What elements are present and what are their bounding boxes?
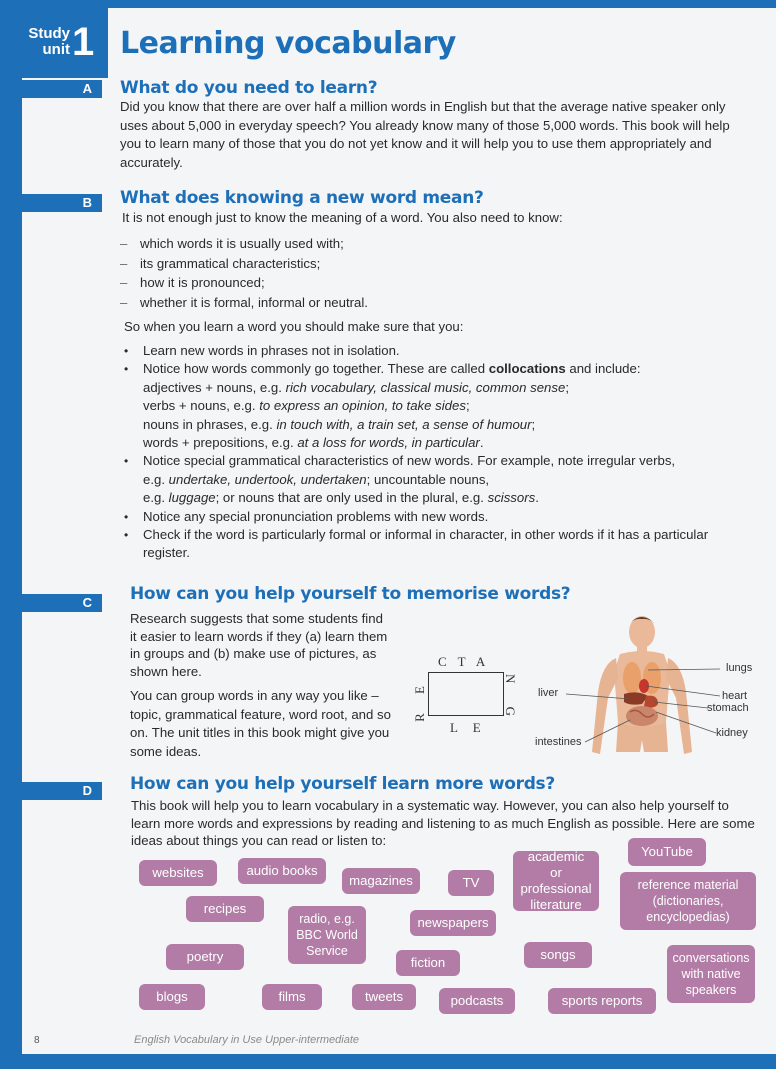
list-item: • Learn new words in phrases not in isolation. xyxy=(118,342,718,360)
section-d-title: How can you help yourself learn more words? xyxy=(130,774,555,794)
human-body-illustration xyxy=(530,612,755,774)
chip-blogs: blogs xyxy=(139,984,205,1010)
list-item: • Notice special grammatical characteristics of new words. For example, note irregular verbs, e.g. undertake, undertook, undertaken; uncountable nouns, e.g. luggage; or nouns that are only used in the plural, e.g. scissors. xyxy=(118,452,718,507)
chip-recipes: recipes xyxy=(186,896,264,922)
chip-tv: TV xyxy=(448,870,494,896)
chip-newspapers: newspapers xyxy=(410,910,496,936)
diagram-top-letters: C T A xyxy=(438,654,490,669)
list-item: – its grammatical characteristics; xyxy=(118,254,368,274)
section-a-tab: A xyxy=(22,80,102,98)
chip-poetry: poetry xyxy=(166,944,244,970)
label-stomach: stomach xyxy=(707,702,749,714)
label-heart: heart xyxy=(722,690,748,702)
chip-radio: radio, e.g. BBC World Service xyxy=(288,906,366,964)
section-c-tab: C xyxy=(22,594,102,612)
chip-tweets: tweets xyxy=(352,984,416,1010)
section-d-tab: D xyxy=(22,782,102,800)
list-item: • Notice any special pronunciation problems with new words. xyxy=(118,508,718,526)
chip-podcasts: podcasts xyxy=(439,988,515,1014)
section-d-paragraph: This book will help you to learn vocabulary in a systematic way. However, you can also help yourself to learn more words and expressions by reading and listening to as much English as possible. Here are some ideas about things you can read or listen to: xyxy=(131,798,755,848)
section-b-tab: B xyxy=(22,194,102,212)
section-a-title: What do you need to learn? xyxy=(120,78,378,98)
label-liver: liver xyxy=(538,687,559,699)
chip-songs: songs xyxy=(524,942,592,968)
diagram-bottom-letters: L E xyxy=(450,720,487,735)
list-item: – which words it is usually used with; xyxy=(118,234,368,254)
book-title-footer: English Vocabulary in Use Upper-intermediate xyxy=(134,1034,360,1046)
diagram-right-letters: N G xyxy=(503,674,518,727)
chip-audio-books: audio books xyxy=(238,858,326,884)
side-border xyxy=(0,0,22,1069)
section-c-paragraph-1: Research suggests that some students find it easier to learn words if they (a) learn them in groups and (b) make use of pictures, as shown here. xyxy=(130,611,388,679)
label-lungs: lungs xyxy=(726,662,753,674)
diagram-left-letters: R E xyxy=(412,678,427,722)
bottom-border xyxy=(0,1054,776,1069)
diagram-box xyxy=(428,672,504,716)
chip-magazines: magazines xyxy=(342,868,420,894)
list-item: • Notice how words commonly go together. These are called collocations and include: adjectives + nouns, e.g. rich vocabulary, classical music, common sense; verbs + nouns, e.g. to express an opinion, to take sides; nouns in phrases, e.g. in touch with, a train set, a sense of humour; words + prepositions, e.g. at a loss for words, in particular. xyxy=(118,360,718,452)
chip-academic: academic or professional literature xyxy=(513,851,599,911)
list-item: – whether it is formal, informal or neutral. xyxy=(118,293,368,313)
list-item: • Check if the word is particularly formal or informal in character, in other words if it has a particular register. xyxy=(118,526,718,563)
section-b-intro: It is not enough just to know the meaning of a word. You also need to know: xyxy=(122,210,563,225)
page-number: 8 xyxy=(34,1035,40,1046)
chip-websites: websites xyxy=(139,860,217,886)
section-c-title: How can you help yourself to memorise words? xyxy=(130,584,571,604)
chip-fiction: fiction xyxy=(396,950,460,976)
word-grouping-diagram xyxy=(410,654,522,742)
chip-youtube: YouTube xyxy=(628,838,706,866)
top-border xyxy=(0,0,776,8)
unit-number: 1 xyxy=(72,20,95,64)
page-title: Learning vocabulary xyxy=(120,26,456,61)
tips-list xyxy=(118,342,718,563)
section-c-paragraph-2: You can group words in any way you like – topic, grammatical feature, word root, and so on. The unit titles in this book might give you some ideas. xyxy=(130,688,391,759)
chip-conversations: conversations with native speakers xyxy=(667,945,755,1003)
section-b-title: What does knowing a new word mean? xyxy=(120,188,484,208)
study-unit-label: Study unit xyxy=(28,25,70,58)
knowledge-list xyxy=(118,234,368,312)
chip-films: films xyxy=(262,984,322,1010)
list-item: – how it is pronounced; xyxy=(118,273,368,293)
section-a-paragraph: Did you know that there are over half a million words in English but that the average native speaker only uses about 5,000 in everyday speech? You already know many of those 5,000 words. This book will help you to learn many of those that you do not yet know and it will help you to use them appropriately and accurately. xyxy=(120,99,730,170)
chip-sports-reports: sports reports xyxy=(548,988,656,1014)
label-intestines: intestines xyxy=(535,736,582,748)
chip-reference: reference material (dictionaries, encyclopedias) xyxy=(620,872,756,930)
label-kidney: kidney xyxy=(716,727,748,739)
section-b-so-when: So when you learn a word you should make sure that you: xyxy=(124,319,464,334)
